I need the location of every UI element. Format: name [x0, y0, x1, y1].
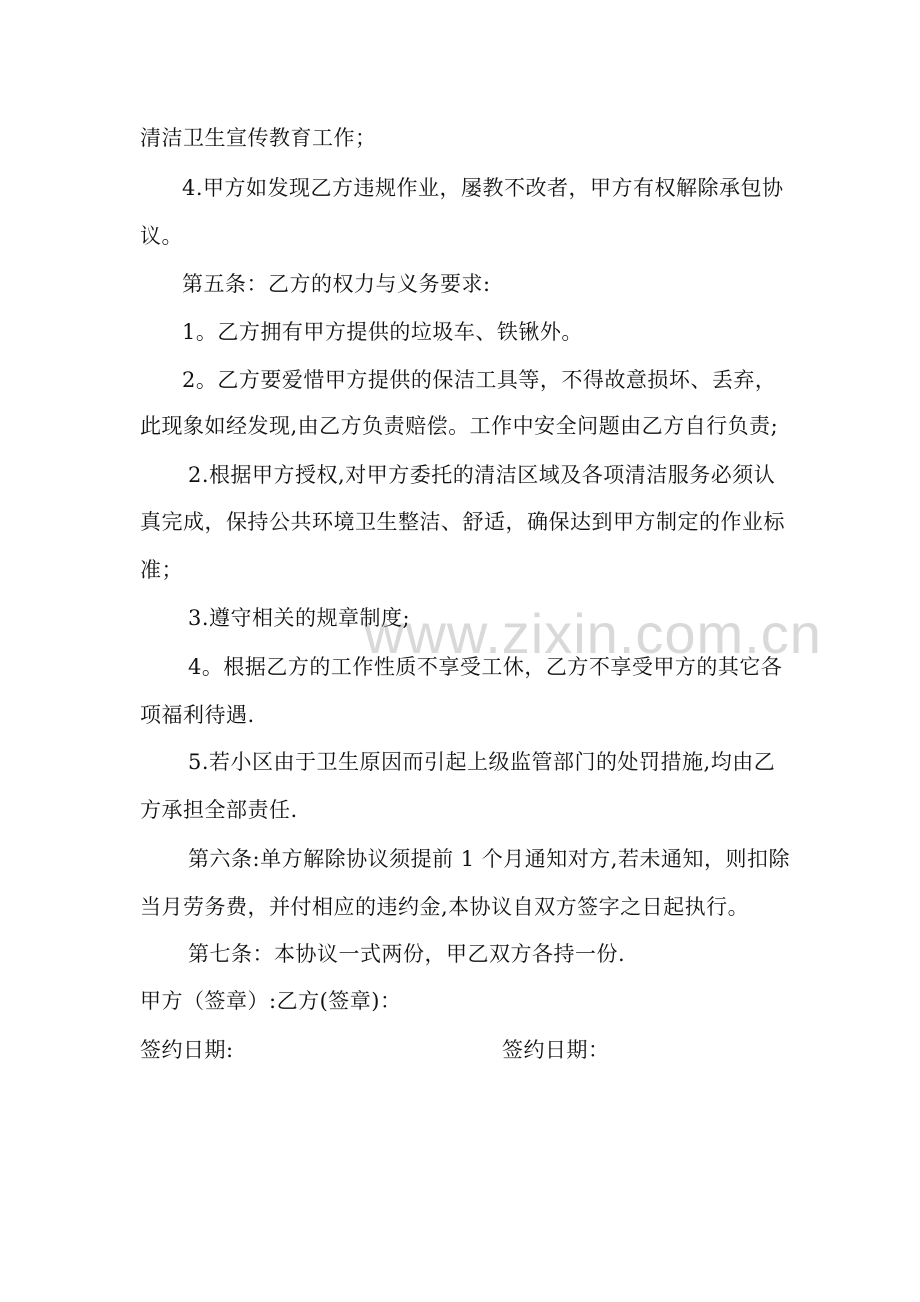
text-line-clause-4-cont: 议。 — [140, 224, 183, 248]
text-line-cleaning-education: 清洁卫生宣传教育工作； — [140, 126, 377, 150]
text-line-no-leave: 4。根据乙方的工作性质不享受工休，乙方不享受甲方的其它各 — [188, 655, 783, 679]
text-line-authorization: 2.根据甲方授权,对甲方委托的清洁区域及各项清洁服务必须认 — [188, 463, 776, 487]
article-5-heading: 第五条：乙方的权力与义务要求: — [182, 272, 491, 296]
signing-date-left: 签约日期: — [140, 1038, 234, 1062]
text-line-no-leave-cont: 项福利待遇. — [140, 703, 255, 727]
text-line-item-2-cont: 此现象如经发现,由乙方负责赔偿。工作中安全问题由乙方自行负责; — [140, 414, 779, 438]
text-line-rules: 3.遵守相关的规章制度; — [188, 606, 411, 630]
text-line-authorization-end: 准； — [140, 558, 183, 582]
text-line-item-2: 2。乙方要爱惜甲方提供的保洁工具等，不得故意损坏、丢弃， — [182, 368, 777, 392]
text-line-authorization-cont: 真完成，保持公共环境卫生整洁、舒适，确保达到甲方制定的作业标 — [140, 510, 785, 534]
signing-date-right: 签约日期： — [502, 1038, 610, 1062]
article-6-text: 第六条:单方解除协议须提前 1 个月通知对方,若未通知，则扣除 — [188, 847, 790, 871]
article-6-text-cont: 当月劳务费，并付相应的违约金,本协议自双方签字之日起执行。 — [140, 895, 750, 919]
text-line-penalty: 5.若小区由于卫生原因而引起上级监管部门的处罚措施,均由乙 — [188, 750, 776, 774]
text-line-item-1: 1。乙方拥有甲方提供的垃圾车、铁锹外。 — [182, 320, 583, 344]
text-line-clause-4: 4.甲方如发现乙方违规作业，屡教不改者，甲方有权解除承包协 — [182, 176, 784, 200]
article-7-text: 第七条：本协议一式两份，甲乙双方各持一份. — [188, 942, 626, 966]
watermark-text: www.zixin.com.cn — [364, 602, 822, 665]
text-line-penalty-cont: 方承担全部责任. — [140, 798, 298, 822]
signature-parties-line: 甲方（签章）:乙方(签章)： — [140, 989, 402, 1013]
